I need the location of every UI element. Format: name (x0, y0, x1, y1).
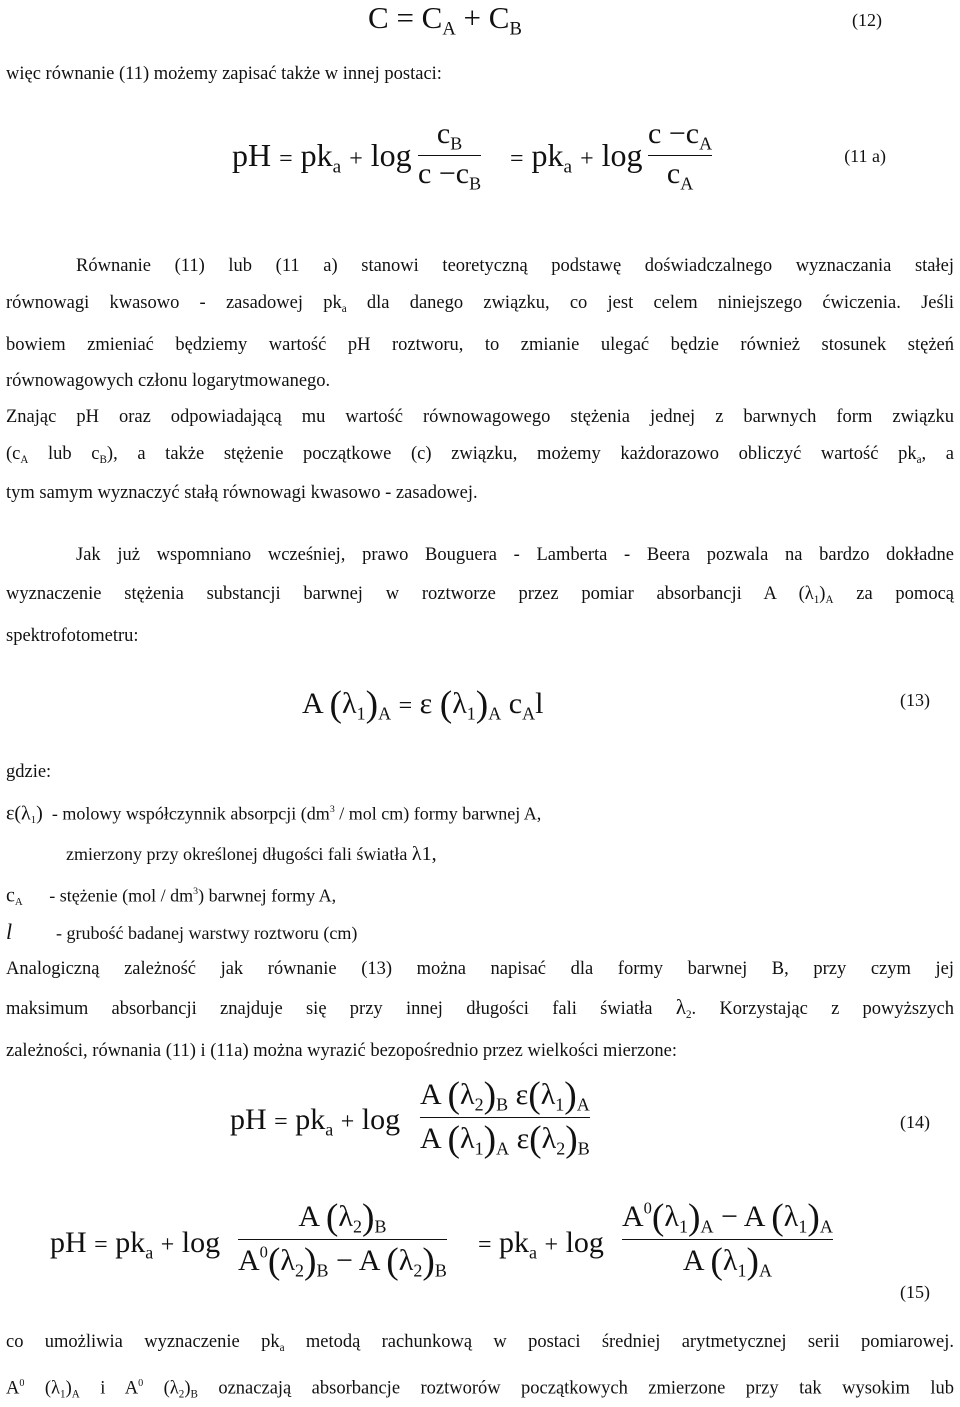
equation-number-11a: (11 a) (844, 146, 886, 166)
para3-line2: wyznaczenie stężenia substancji barwnej w roztworze przez pomiar absorbancji A $(\lambda_1)_A$ za pomocą (6, 584, 954, 606)
where-label: gdzie: (6, 762, 52, 782)
eq14-fraction: A $(\lambda_2)_B$ $\varepsilon(\lambda_1)_A$ A $(\lambda_1)_A$ $\varepsilon(\lambda_2)_B$ (420, 1075, 590, 1161)
para1-line2: równowagi kwasowo - zasadowej $pk_a$ dla danego związku, co jest celem niniejszego ćwiczenia. Jeśli (6, 293, 954, 315)
equation-number-13: (13) (900, 690, 930, 710)
intro-line: więc równanie (11) możemy zapisać także w innej postaci: (6, 64, 442, 84)
para1-line1: Równanie (11) lub (11 a) stanowi teoretyczną podstawę doświadczalnego wyznaczania stałej (76, 256, 954, 276)
document-page: $C = C_A + C_B$ (12) więc równanie (11) możemy zapisać także w innej postaci: pH = $pk_a + \log$ $c_B$ $c -c_B$ = $pk_a + \log$ $c -c_A$ $c_A$ (11 a) Równanie (11) lub (11 a) stanowi teoretyczną podstawę doświadczalnego wyznaczania stałej równowagi kwasowo - zasadowej $pk_a$ dla danego związku, co jest celem niniejszego ćwiczenia. Jeśli bowiem zmieniać będziemy wartość pH roztworu, to zmianie ulegać będzie również stosunek stężeń równowagowych członu logarytmowanego. Znając pH oraz odpowiadającą mu wartość równowagowego stężenia jednej z barwnych form związku ($c_A$ lub $c_B$), a także stężenie początkowe (c) związku, możemy każdorazowo obliczyć wartość $pk_a$, a tym samym wyznaczyć stałą równowagi kwasowo - zasadowej. Jak już wspomniano wcześniej, prawo Bouguera - Lamberta - Beera pozwala na bardzo dokładne wyznaczenie stężenia substancji barwnej w roztworze przez pomiar absorbancji A $(\lambda_1)_A$ za pomocą spektrofotometru: A $(\lambda_1)_A = \varepsilon$ $(\lambda_1)_A$ $c_Al$ (13) gdzie: $\varepsilon(\lambda_1)$ - molowy współczynnik absorpcji ($dm^3$ / mol cm) formy barwnej A, zmierzony przy określonej długości fali światła λ1, $c_A$ - stężenie $(mol / dm^3)$ barwnej formy A, l - grubość badanej warstwy roztworu (cm) Analogiczną zależność jak równanie (13) można napisać dla formy barwnej B, przy czym jej maksimum absorbancji znajduje się przy innej długości fali światła $\lambda_2$. Korzystając z powyższych zależności, równania (11) i (11a) można wyrazić bezopośrednio przez wielkości mierzone: pH = $pk_a + \log$ A $(\lambda_2)_B$ $\varepsilon(\lambda_1)_A$ A $(\lambda_1)_A$ $\varepsilon(\lambda_2)_B$ (14) pH = $pk_a + \log$ A $(\lambda_2)_B$ $A^0(\lambda_2)_B - A$ $(\lambda_2)_B$ = $pk_a + \log$ $A^0(\lambda_1)_A - A$ $(\lambda_1)_A$ A $(\lambda_1)_A$ (15) co umożliwia wyznaczenie $pk_a$ metodą rachunkową w postaci średniej arytmetycznej serii pomiarowej. $A^0$ $(\lambda_1)_A$ i $A^0$ $(\lambda_2)_B$ oznaczają absorbancje roztworów początkowych zmierzone przy tak wysokim lub (0, 0, 960, 1400)
para4-line1: Analogiczną zależność jak równanie (13) można napisać dla formy barwnej B, przy czym jej (6, 959, 954, 979)
para3-line1: Jak już wspomniano wcześniej, prawo Bouguera - Lamberta - Beera pozwala na bardzo dokładne (76, 545, 954, 565)
para3-line3: spektrofotometru: (6, 626, 139, 646)
para1-line4: równowagowych członu logarytmowanego. (6, 371, 331, 391)
para2-line1: Znając pH oraz odpowiadającą mu wartość równowagowego stężenia jednej z barwnych form związku (6, 407, 954, 427)
where-cA-line: $c_A$ - stężenie $(mol / dm^3)$ barwnej formy A, (6, 884, 337, 909)
para2-line2: ($c_A$ lub $c_B$), a także stężenie początkowe (c) związku, możemy każdorazowo obliczyć wartość $pk_a$, a (6, 444, 954, 466)
equation-13: A $(\lambda_1)_A = \varepsilon$ $(\lambda_1)_A$ $c_Al$ (302, 684, 544, 725)
eq15-fraction-2: $A^0(\lambda_1)_A - A$ $(\lambda_1)_A$ A $(\lambda_1)_A$ (622, 1197, 833, 1283)
para5-line1: co umożliwia wyznaczenie $pk_a$ metodą rachunkową w postaci średniej arytmetycznej serii pomiarowej. (6, 1332, 955, 1354)
eq11a-fraction-1: $c_B$ $c -c_B$ (418, 117, 482, 194)
eq11a-fraction-2: $c -c_A$ $c_A$ (648, 117, 713, 194)
para4-line2: maksimum absorbancji znajduje się przy innej długości fali światła $\lambda_2$. Korzystając z powyższych (6, 995, 954, 1021)
where-l-line: l - grubość badanej warstwy roztworu (cm) (6, 919, 358, 944)
equation-number-12: (12) (852, 10, 882, 30)
eq15-fraction-1: A $(\lambda_2)_B$ $A^0(\lambda_2)_B - A$ $(\lambda_2)_B$ (238, 1197, 447, 1283)
para5-line2: $A^0$ $(\lambda_1)_A$ i $A^0$ $(\lambda_2)_B$ oznaczają absorbancje roztworów początkowych zmierzone przy tak wysokim lub (6, 1378, 955, 1401)
where-epsilon-continuation: zmierzony przy określonej długości fali światła λ1, (66, 843, 437, 865)
para4-line3: zależności, równania (11) i (11a) można wyrazić bezopośrednio przez wielkości mierzone: (6, 1041, 678, 1061)
where-epsilon-line: $\varepsilon(\lambda_1)$ - molowy współczynnik absorpcji ($dm^3$ / mol cm) formy barwnej A, (6, 802, 542, 827)
equation-number-14: (14) (900, 1112, 930, 1132)
eq12-lhs: C (368, 0, 389, 35)
para2-line3: tym samym wyznaczyć stałą równowagi kwasowo - zasadowej. (6, 483, 478, 503)
para1-line3: bowiem zmieniać będziemy wartość pH roztworu, to zmianie ulegać będzie również stosunek stężeń (6, 335, 954, 355)
equation-number-15: (15) (900, 1282, 930, 1302)
equation-12: $C = C_A + C_B$ (368, 0, 522, 40)
